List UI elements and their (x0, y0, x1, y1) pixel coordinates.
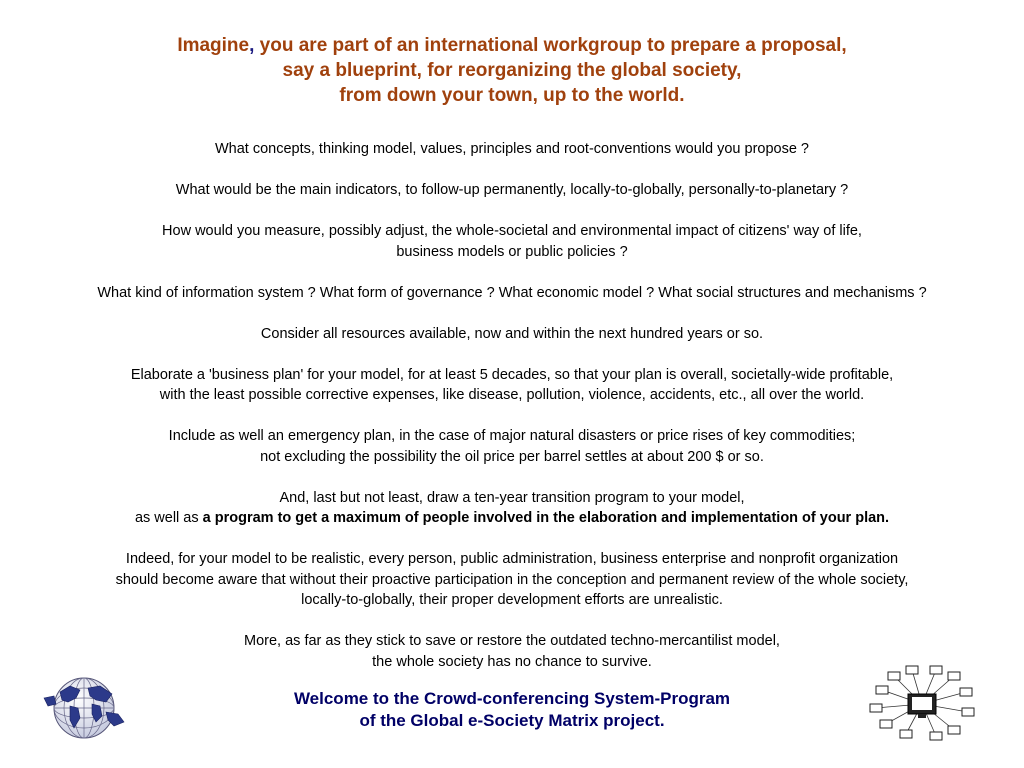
paragraph-line: with the least possible corrective expenses, like disease, pollution, violence, accidents, etc., all over the world. (159, 387, 865, 403)
paragraph-line: business models or public policies ? (396, 243, 628, 260)
paragraph-line: Consider all resources available, now and within the next hundred years or so. (260, 325, 764, 342)
title-line-3: from down your town, up to the world. (339, 85, 685, 106)
paragraph-line: Indeed, for your model to be realistic, every person, public administration, business enterprise and nonprofit organization (125, 551, 899, 567)
globe-icon (40, 672, 126, 742)
network-icon (866, 664, 978, 742)
paragraph-line (0, 508, 1024, 529)
paragraph-line: What kind of information system ? What form of governance ? What economic model ? What social structures and mechanisms ? (97, 284, 927, 301)
paragraph-line: More, as far as they stick to save or restore the outdated techno-mercantilist model, (244, 633, 780, 649)
paragraph-line: not excluding the possibility the oil price per barrel settles at about 200 $ or so. (260, 448, 764, 465)
paragraph-line: What concepts, thinking model, values, principles and root-conventions would you propose ? (214, 141, 810, 157)
paragraph-transition-program (0, 488, 1024, 529)
title-line-2: say a blueprint, for reorganizing the global society, (282, 60, 742, 81)
paragraph-line: Elaborate a 'business plan' for your model, for at least 5 decades, so that your plan is overall, societally-wide profitable, (130, 366, 894, 383)
paragraph-line-bold: a program to get a maximum of people involved in the elaboration and implementation of your plan. (202, 510, 890, 526)
paragraph-measure (0, 221, 1024, 262)
paragraph-line: the whole society has no chance to survive. (372, 653, 652, 670)
body-text (0, 139, 1024, 693)
paragraph-line-plain: as well as (134, 510, 203, 526)
welcome-line-1: Welcome to the Crowd-conferencing System-Program (293, 689, 731, 708)
paragraph-indicators (0, 180, 1024, 201)
welcome-line-2: of the Global e-Society Matrix project. (359, 711, 665, 730)
paragraph-concepts (0, 139, 1024, 160)
paragraph-line: What would be the main indicators, to follow-up permanently, locally-to-globally, personally-to-planetary ? (175, 182, 849, 198)
title-first-word: Imagine (177, 35, 250, 56)
paragraph-line: locally-to-globally, their proper development efforts are unrealistic. (301, 592, 723, 608)
paragraph-resources (0, 324, 1024, 345)
paragraph-business-plan (0, 365, 1024, 406)
paragraph-realistic (0, 549, 1024, 611)
paragraph-information-system (0, 283, 1024, 304)
title-comma: , (249, 35, 255, 56)
page-title (0, 33, 1024, 108)
paragraph-line: How would you measure, possibly adjust, the whole-societal and environmental impact of citizens' way of life, (162, 223, 862, 239)
paragraph-line: And, last but not least, draw a ten-year transition program to your model, (279, 489, 745, 506)
paragraph-line: should become aware that without their proactive participation in the conception and permanent review of the whole society, (115, 571, 909, 588)
title-line-1 (0, 33, 1024, 58)
paragraph-line: Include as well an emergency plan, in the case of major natural disasters or price rises of key commodities; (168, 428, 856, 444)
paragraph-emergency-plan (0, 426, 1024, 467)
title-line-1-rest: you are part of an international workgroup to prepare a proposal, (254, 35, 847, 56)
